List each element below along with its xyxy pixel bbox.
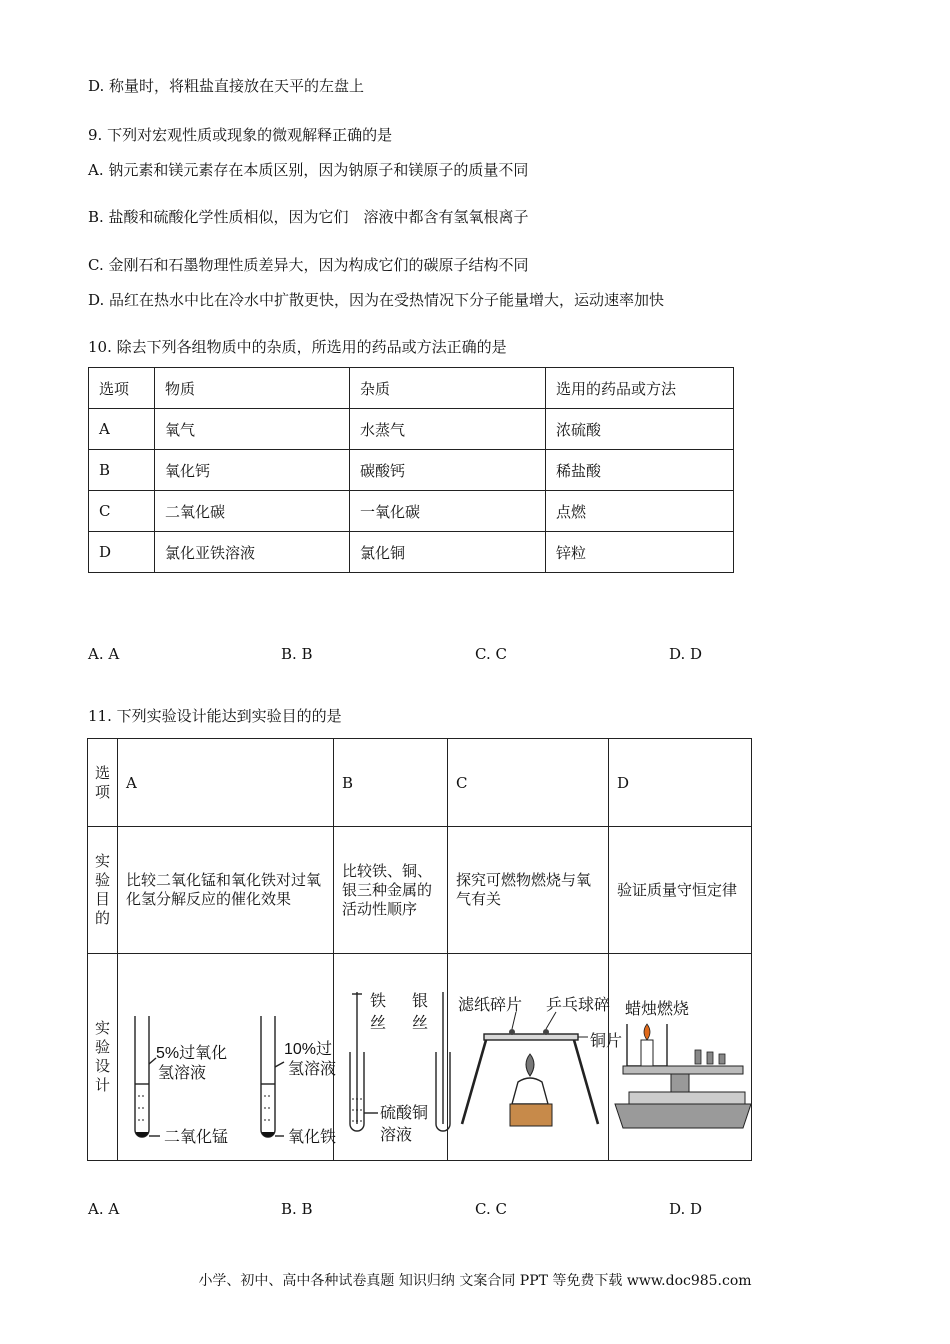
purpose-b: 比较铁、铜、银三种金属的活动性顺序 [334, 827, 448, 954]
q11-answer-c: C. C [475, 1200, 507, 1218]
table-header-cell: 物质 [155, 368, 350, 409]
label-right-top: 10%过 [284, 1041, 333, 1058]
table-row [88, 739, 752, 827]
balance-pans [623, 1066, 743, 1074]
combustion-figure [448, 954, 623, 1160]
purpose-d: 验证质量守恒定律 [609, 827, 752, 954]
label-right-solid: 氧化铁 [288, 1129, 337, 1146]
table-cell: 氧化钙 [155, 450, 350, 491]
table-row [88, 954, 752, 1161]
q10-answer-d: D. D [669, 645, 703, 663]
table-cell: 氧气 [155, 409, 350, 450]
balance-pillar [671, 1074, 689, 1092]
tripod-leg-left [462, 1040, 486, 1124]
test-tubes-figure [118, 954, 337, 1160]
purpose-a: 比较二氧化锰和氧化铁对过氧化氢分解反应的催化效果 [118, 827, 334, 954]
label-cu: 铜片 [590, 1033, 623, 1050]
table-row [88, 827, 752, 954]
metal-activity-figure [334, 954, 447, 1160]
option-letter-d: D [609, 739, 752, 827]
figure-d [609, 954, 752, 1161]
flame-icon [526, 1054, 534, 1076]
table-cell: 锌粒 [546, 532, 734, 573]
table-header-cell: 杂质 [350, 368, 546, 409]
table-header-cell: 选用的药品或方法 [546, 368, 734, 409]
option-letter-a: A [118, 739, 334, 827]
table-cell: 稀盐酸 [546, 450, 734, 491]
label-fe-2: 丝 [370, 1015, 387, 1032]
table-row [89, 491, 734, 532]
label-left-solid: 二氧化锰 [164, 1129, 229, 1146]
label-ag-2: 丝 [412, 1015, 429, 1032]
table-cell: 氯化亚铁溶液 [155, 532, 350, 573]
q11-stem: 11. 下列实验设计能达到实验目的的是 [88, 707, 342, 725]
balance-scale-bar [629, 1092, 745, 1104]
row-label-purpose: 实验目的 [88, 827, 118, 954]
label-paper: 滤纸碎片 [458, 997, 523, 1014]
q10-answer-a: A. A [88, 645, 120, 663]
table-cell: 氯化铜 [350, 532, 546, 573]
q9-option-a: A. 钠元素和镁元素存在本质区别，因为钠原子和镁原子的质量不同 [88, 161, 529, 179]
pingpong-piece [543, 1029, 549, 1035]
table-cell: 碳酸钙 [350, 450, 546, 491]
option-letter-b: B [334, 739, 448, 827]
table-cell: 浓硫酸 [546, 409, 734, 450]
label-ag-1: 银 [412, 993, 429, 1010]
q10-stem: 10. 除去下列各组物质中的杂质，所选用的药品或方法正确的是 [88, 338, 507, 356]
row-label-option: 选项 [88, 739, 118, 827]
copper-sheet [484, 1034, 578, 1040]
table-row [89, 450, 734, 491]
q9-option-b: B. 盐酸和硫酸化学性质相似，因为它们 溶液中都含有氢氧根离子 [88, 208, 529, 226]
table-cell: D [89, 532, 155, 573]
figure-b [334, 954, 448, 1161]
label-left-top: 5%过氧化 [156, 1045, 228, 1062]
wood-block [510, 1104, 552, 1126]
table-row [89, 532, 734, 573]
label-left-bottom: 氢溶液 [158, 1065, 207, 1082]
paper-piece [509, 1029, 515, 1035]
figure-c [448, 954, 623, 1161]
candle-flame-icon [644, 1024, 650, 1040]
test-tube-right [261, 1016, 275, 1137]
q10-answer-b: B. B [281, 645, 313, 663]
weight [695, 1050, 701, 1064]
table-cell: A [89, 409, 155, 450]
label-right-bottom: 氢溶液 [288, 1061, 337, 1078]
table-cell: C [89, 491, 155, 532]
balance-base [615, 1104, 751, 1128]
test-tube-left [135, 1016, 149, 1137]
q9-option-d: D. 品红在热水中比在冷水中扩散更快，因为在受热情况下分子能量增大，运动速率加快 [88, 291, 665, 309]
table-header-cell: 选项 [89, 368, 155, 409]
label-sol-2: 溶液 [380, 1127, 413, 1144]
q9-option-c: C. 金刚石和石墨物理性质差异大，因为构成它们的碳原子结构不同 [88, 256, 529, 274]
alcohol-lamp [512, 1078, 548, 1104]
q11-table [87, 738, 752, 1161]
label-sol-1: 硫酸铜 [380, 1105, 429, 1122]
q8-option-d: D. 称量时，将粗盐直接放在天平的左盘上 [88, 77, 365, 95]
label-fe-1: 铁 [370, 993, 387, 1010]
label-pingpong: 乒乓球碎 [546, 997, 611, 1014]
table-cell: 点燃 [546, 491, 734, 532]
label-candle: 蜡烛燃烧 [625, 1001, 690, 1018]
table-cell: B [89, 450, 155, 491]
q11-answer-d: D. D [669, 1200, 703, 1218]
weight [719, 1054, 725, 1064]
candle [641, 1040, 653, 1066]
row-label-design: 实验设计 [88, 954, 118, 1161]
option-letter-c: C [448, 739, 609, 827]
q11-answer-a: A. A [88, 1200, 120, 1218]
q9-stem: 9. 下列对宏观性质或现象的微观解释正确的是 [88, 126, 393, 144]
table-cell: 水蒸气 [350, 409, 546, 450]
q11-answer-b: B. B [281, 1200, 313, 1218]
figure-a [118, 954, 337, 1161]
table-row [89, 409, 734, 450]
weight [707, 1052, 713, 1064]
table-cell: 二氧化碳 [155, 491, 350, 532]
page-footer: 小学、初中、高中各种试卷真题 知识归纳 文案合同 PPT 等免费下载 www.doc985.com [198, 1273, 752, 1289]
table-cell: 一氧化碳 [350, 491, 546, 532]
purpose-c: 探究可燃物燃烧与氧气有关 [448, 827, 609, 954]
q10-answer-c: C. C [475, 645, 507, 663]
balance-figure [609, 954, 751, 1160]
table-header-row [89, 368, 734, 409]
q10-table [88, 367, 734, 573]
tripod-leg-right [574, 1040, 598, 1124]
